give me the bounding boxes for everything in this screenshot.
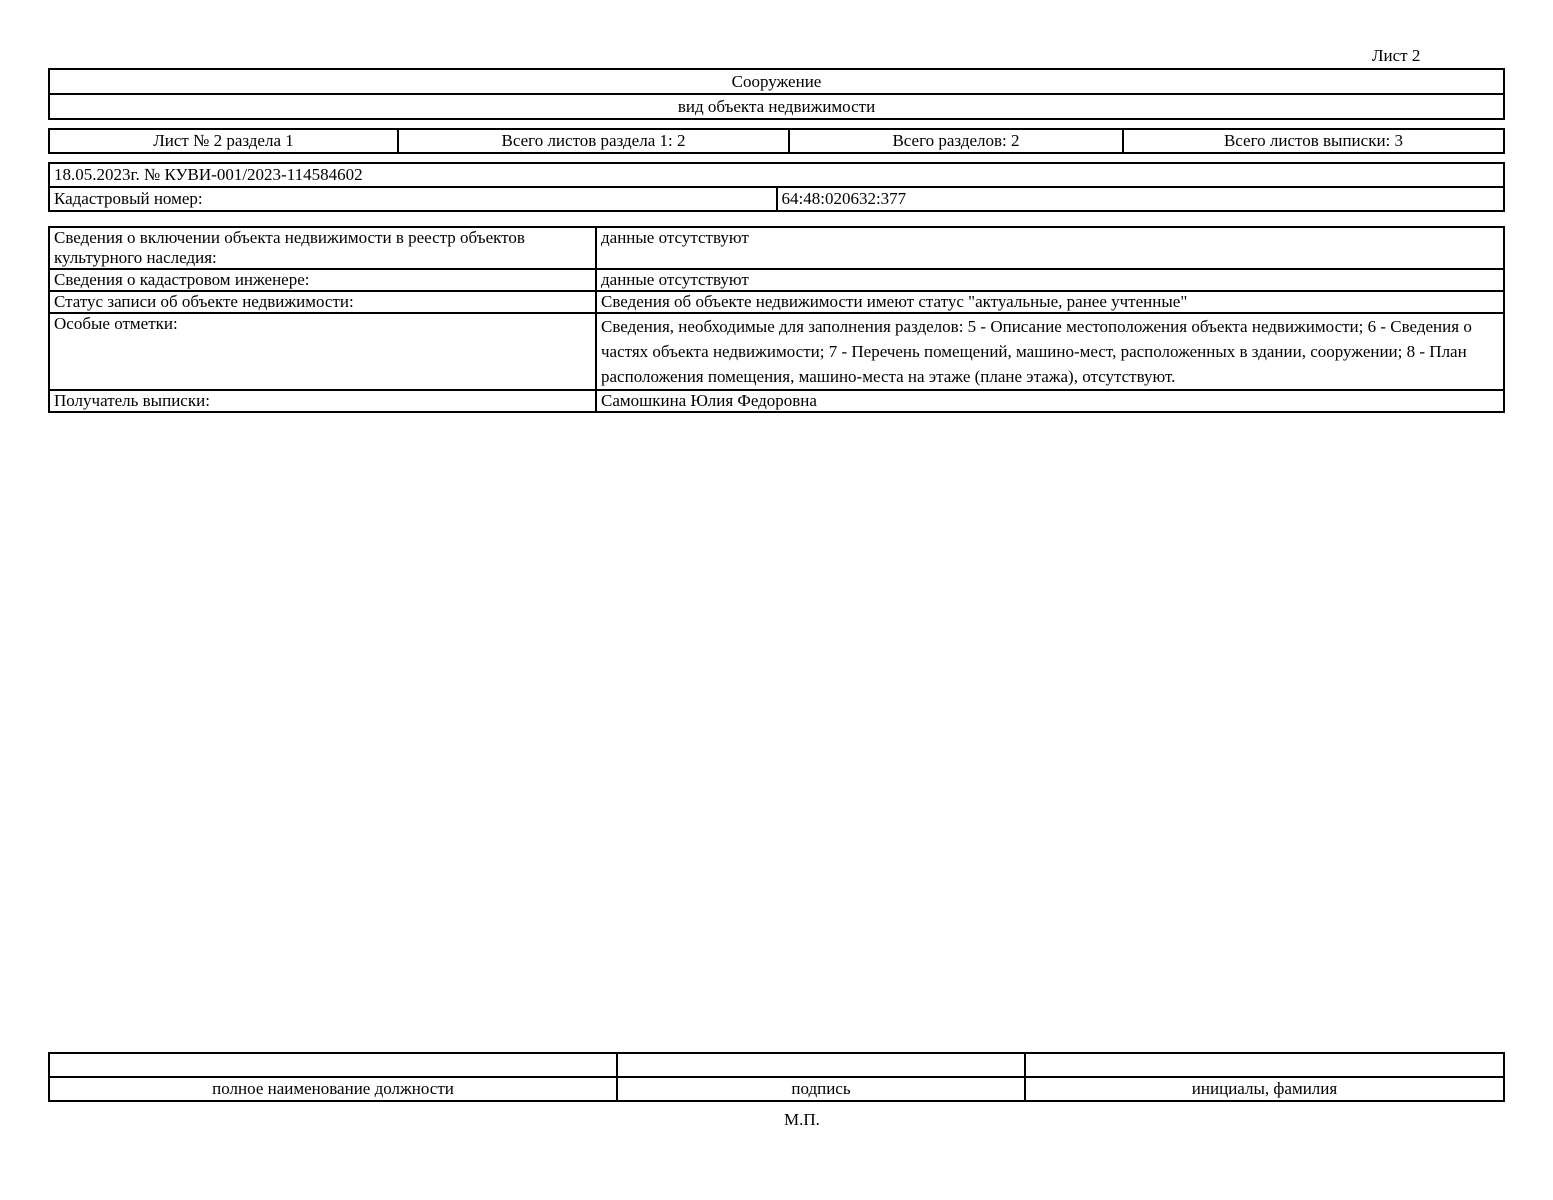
special-notes-value: Сведения, необходимые для заполнения разделов: 5 - Описание местоположения объекта недвижимости; 6 - Сведения о частях объекта недвижимости; 7 - Перечень помещений, машино-мест, расположенных в здании, сооружении; 8 - План расположения помещения, машино-места на этаже (плане этажа), отсутствуют. xyxy=(596,313,1504,390)
table-row xyxy=(49,291,1504,313)
position-field xyxy=(49,1053,617,1077)
name-caption: инициалы, фамилия xyxy=(1025,1077,1504,1101)
registration-table xyxy=(48,162,1505,212)
name-field xyxy=(1025,1053,1504,1077)
table-row xyxy=(49,269,1504,291)
signature-field xyxy=(617,1053,1025,1077)
object-type-table xyxy=(48,68,1505,120)
registration-date-number: 18.05.2023г. № КУВИ-001/2023-114584602 xyxy=(49,163,1504,187)
sheet-label: Лист 2 xyxy=(1372,46,1421,65)
table-row xyxy=(49,390,1504,412)
sections-total: Всего разделов: 2 xyxy=(789,129,1123,153)
record-status-label: Статус записи об объекте недвижимости: xyxy=(49,291,596,313)
recipient-value: Самошкина Юлия Федоровна xyxy=(596,390,1504,412)
section-sheets-total: Всего листов раздела 1: 2 xyxy=(398,129,789,153)
engineer-label: Сведения о кадастровом инженере: xyxy=(49,269,596,291)
recipient-label: Получатель выписки: xyxy=(49,390,596,412)
extract-sheets-total: Всего листов выписки: 3 xyxy=(1123,129,1504,153)
position-caption: полное наименование должности xyxy=(49,1077,617,1101)
table-row xyxy=(49,227,1504,269)
record-status-value: Сведения об объекте недвижимости имеют статус "актуальные, ранее учтенные" xyxy=(596,291,1504,313)
cadastral-number-label: Кадастровый номер: xyxy=(49,187,777,211)
signature-table xyxy=(48,1052,1505,1102)
sheet-number: Лист № 2 раздела 1 xyxy=(49,129,398,153)
engineer-value: данные отсутствуют xyxy=(596,269,1504,291)
object-type-caption: вид объекта недвижимости xyxy=(49,94,1504,119)
signature-caption: подпись xyxy=(617,1077,1025,1101)
table-row xyxy=(49,313,1504,390)
cadastral-number-value: 64:48:020632:377 xyxy=(777,187,1505,211)
special-notes-label: Особые отметки: xyxy=(49,313,596,390)
info-table xyxy=(48,226,1505,413)
object-type: Сооружение xyxy=(49,69,1504,94)
heritage-label: Сведения о включении объекта недвижимости в реестр объектов культурного наследия: xyxy=(49,227,596,269)
heritage-value: данные отсутствуют xyxy=(596,227,1504,269)
sheets-info-table xyxy=(48,128,1505,154)
stamp-place: М.П. xyxy=(784,1110,820,1129)
